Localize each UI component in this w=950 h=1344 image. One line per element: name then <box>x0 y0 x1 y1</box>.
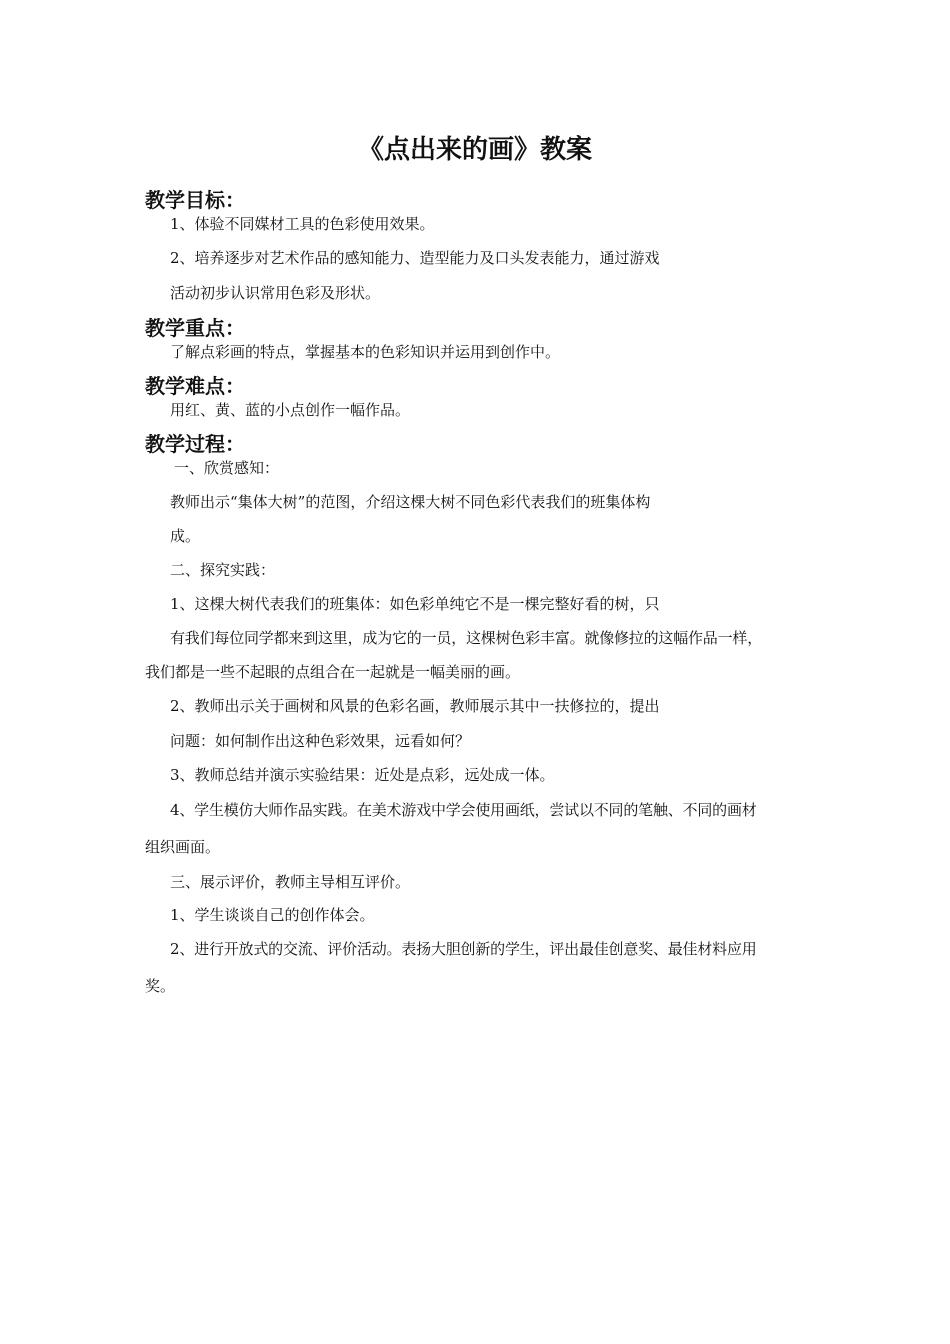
goals-line-3: 活动初步认识常用色彩及形状。 <box>170 284 381 302</box>
process-line-6: 有我们每位同学都来到这里，成为它的一员，这棵树色彩丰富。就像修拉的这幅作品一样， <box>170 629 763 647</box>
process-line-10: 3、教师总结并演示实验结果：近处是点彩，远处成一体。 <box>170 766 555 784</box>
process-line-13: 三、展示评价，教师主导相互评价。 <box>170 873 411 891</box>
process-line-5: 1、这棵大树代表我们的班集体：如色彩单纯它不是一棵完整好看的树，只 <box>170 595 660 613</box>
process-line-12: 组织画面。 <box>145 838 221 856</box>
process-line-3: 成。 <box>170 527 201 545</box>
process-line-7: 我们都是一些不起眼的点组合在一起就是一幅美丽的画。 <box>145 663 521 681</box>
process-line-15: 2、进行开放式的交流、评价活动。表扬大胆创新的学生，评出最佳创意奖、最佳材料应用 <box>170 940 757 958</box>
process-line-9: 问题：如何制作出这种色彩效果，远看如何？ <box>170 732 471 750</box>
process-line-14: 1、学生谈谈自己的创作体会。 <box>170 906 375 924</box>
heading-process: 教学过程： <box>145 432 245 456</box>
goals-line-1: 1、体验不同媒材工具的色彩使用效果。 <box>170 215 435 233</box>
process-line-1: 一、欣赏感知： <box>174 459 280 477</box>
document-title: 《点出来的画》教案 <box>357 135 592 165</box>
heading-goals: 教学目标： <box>145 188 245 212</box>
goals-line-2: 2、培养逐步对艺术作品的感知能力、造型能力及口头发表能力，通过游戏 <box>170 249 660 267</box>
key-points-line-1: 了解点彩画的特点，掌握基本的色彩知识并运用到创作中。 <box>170 343 561 361</box>
heading-key-points: 教学重点： <box>145 316 245 340</box>
process-line-11: 4、学生模仿大师作品实践。在美术游戏中学会使用画纸，尝试以不同的笔触、不同的画材 <box>170 801 757 819</box>
process-line-16: 奖。 <box>145 977 176 995</box>
difficulties-line-1: 用红、黄、蓝的小点创作一幅作品。 <box>170 401 411 419</box>
process-line-2: 教师出示“集体大树”的范图，介绍这棵大树不同色彩代表我们的班集体构 <box>170 493 651 511</box>
process-line-8: 2、教师出示关于画树和风景的色彩名画，教师展示其中一扶修拉的，提出 <box>170 697 660 715</box>
heading-difficulties: 教学难点： <box>145 374 245 398</box>
process-line-4: 二、探究实践： <box>170 561 276 579</box>
